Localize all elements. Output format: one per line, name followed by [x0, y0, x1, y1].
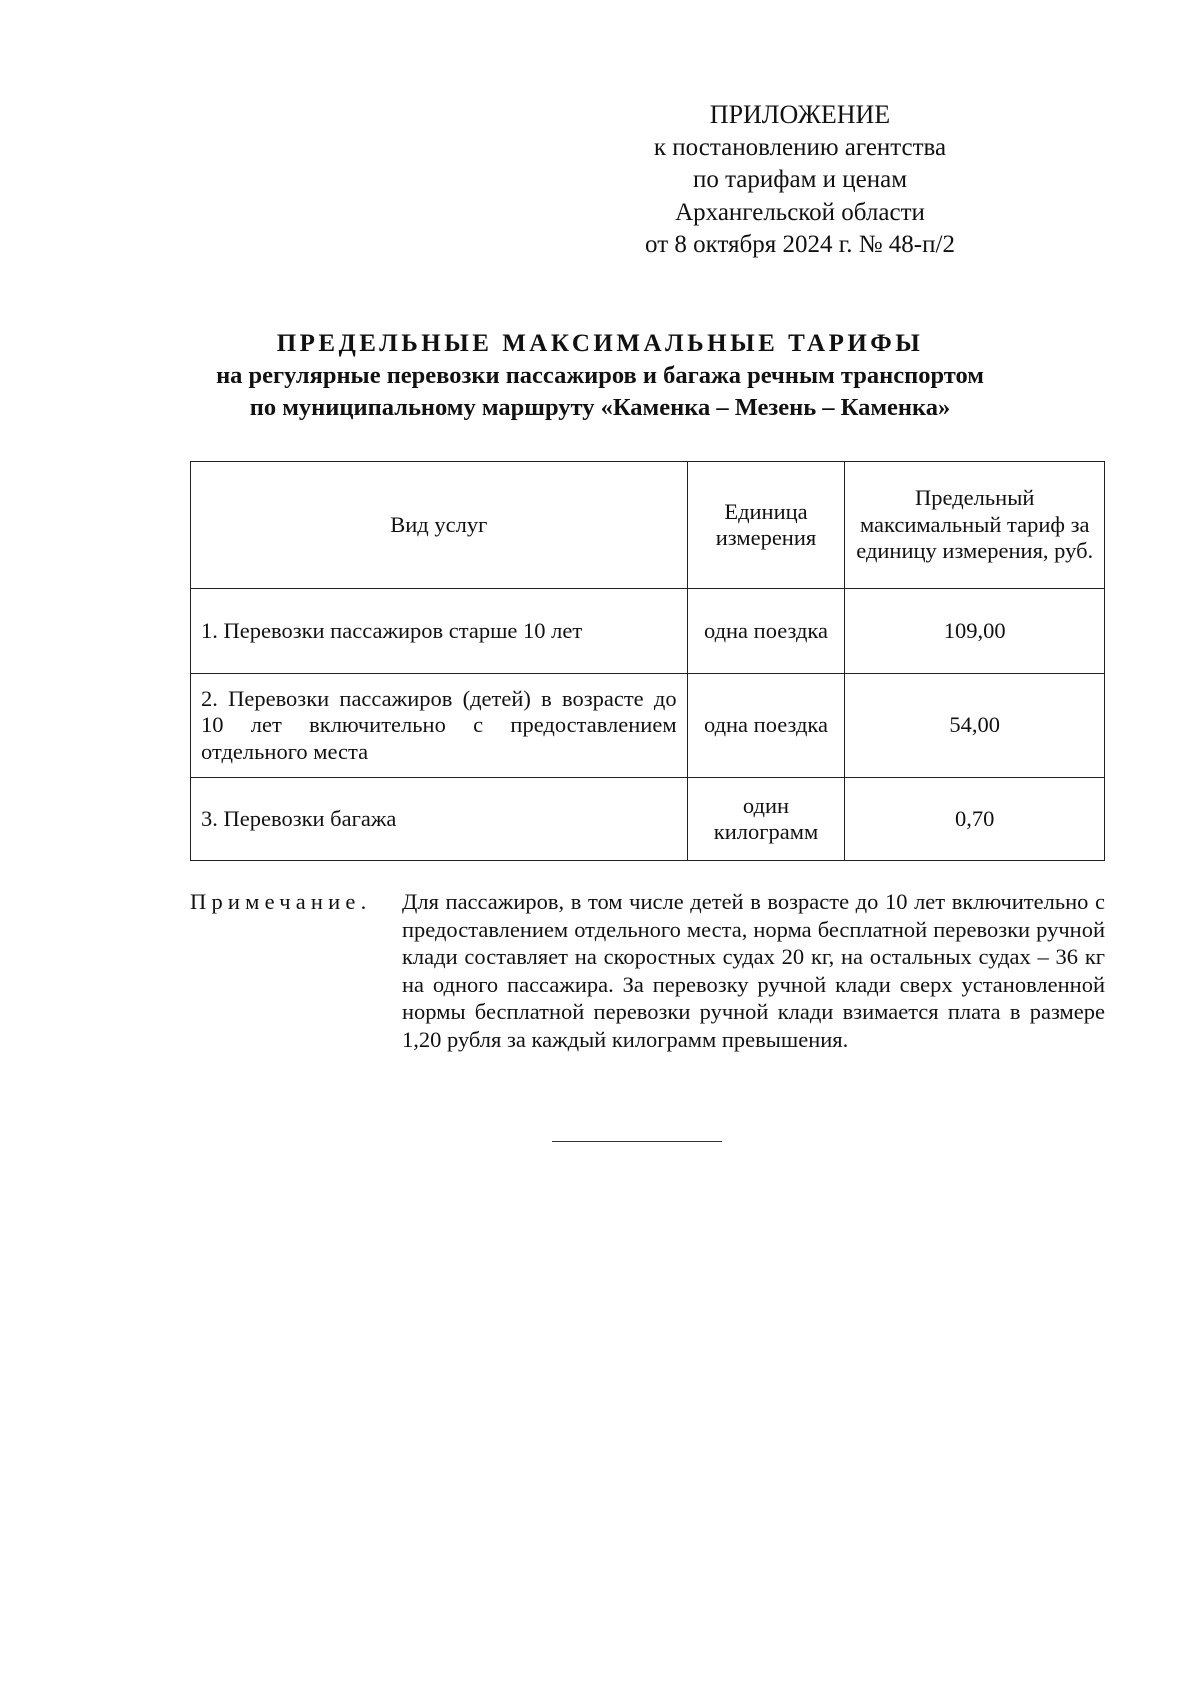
table-row [191, 674, 1105, 778]
cell-service: 3. Перевозки багажа [191, 778, 688, 861]
table-header-row [191, 462, 1105, 589]
table-row [191, 778, 1105, 861]
cell-unit: одна поездка [687, 674, 845, 778]
cell-service: 2. Перевозки пассажиров (детей) в возрасте до 10 лет включительно с предоставлением отдельного места [191, 674, 688, 778]
cell-tariff: 0,70 [845, 778, 1105, 861]
appendix-block [640, 99, 960, 262]
document-subtitle-route: по муниципальному маршруту «Каменка – Мезень – Каменка» [249, 394, 951, 421]
note-text: Для пассажиров, в том числе детей в возрасте до 10 лет включительно с предоставлением отдельного места, норма бесплатной перевозки ручной клади составляет на скоростных судах 20 кг, на остальных судах – 36 кг на одного пассажира. За перевозку ручной клади сверх установленной нормы бесплатной перевозки ручной клади взимается плата в размере 1,20 рубля за каждый килограмм превышения. [402, 889, 1105, 1052]
document-subtitle: на регулярные перевозки пассажиров и багажа речным транспортом [216, 362, 984, 389]
header-unit: Единица измерения [687, 462, 845, 589]
note-label: Примечание. [190, 889, 372, 914]
appendix-line: к постановлению агентства [653, 133, 947, 161]
document-heading [160, 328, 1040, 424]
appendix-line: по тарифам и ценам [692, 166, 908, 193]
header-tariff: Предельный максимальный тариф за единицу измерения, руб. [845, 462, 1105, 589]
appendix-line: Архангельской области [675, 198, 925, 226]
header-service: Вид услуг [191, 462, 688, 589]
document-title: ПРЕДЕЛЬНЫЕ МАКСИМАЛЬНЫЕ ТАРИФЫ [276, 330, 924, 357]
appendix-title: ПРИЛОЖЕНИЕ [709, 100, 891, 129]
closing-divider [552, 1141, 722, 1142]
appendix-date-number: от 8 октября 2024 г. № 48-п/2 [645, 231, 955, 258]
cell-unit: один килограмм [687, 778, 845, 861]
tariffs-table [190, 461, 1105, 861]
cell-service: 1. Перевозки пассажиров старше 10 лет [191, 589, 688, 674]
table-row [191, 589, 1105, 674]
cell-tariff: 109,00 [845, 589, 1105, 674]
cell-unit: одна поездка [687, 589, 845, 674]
cell-tariff: 54,00 [845, 674, 1105, 778]
